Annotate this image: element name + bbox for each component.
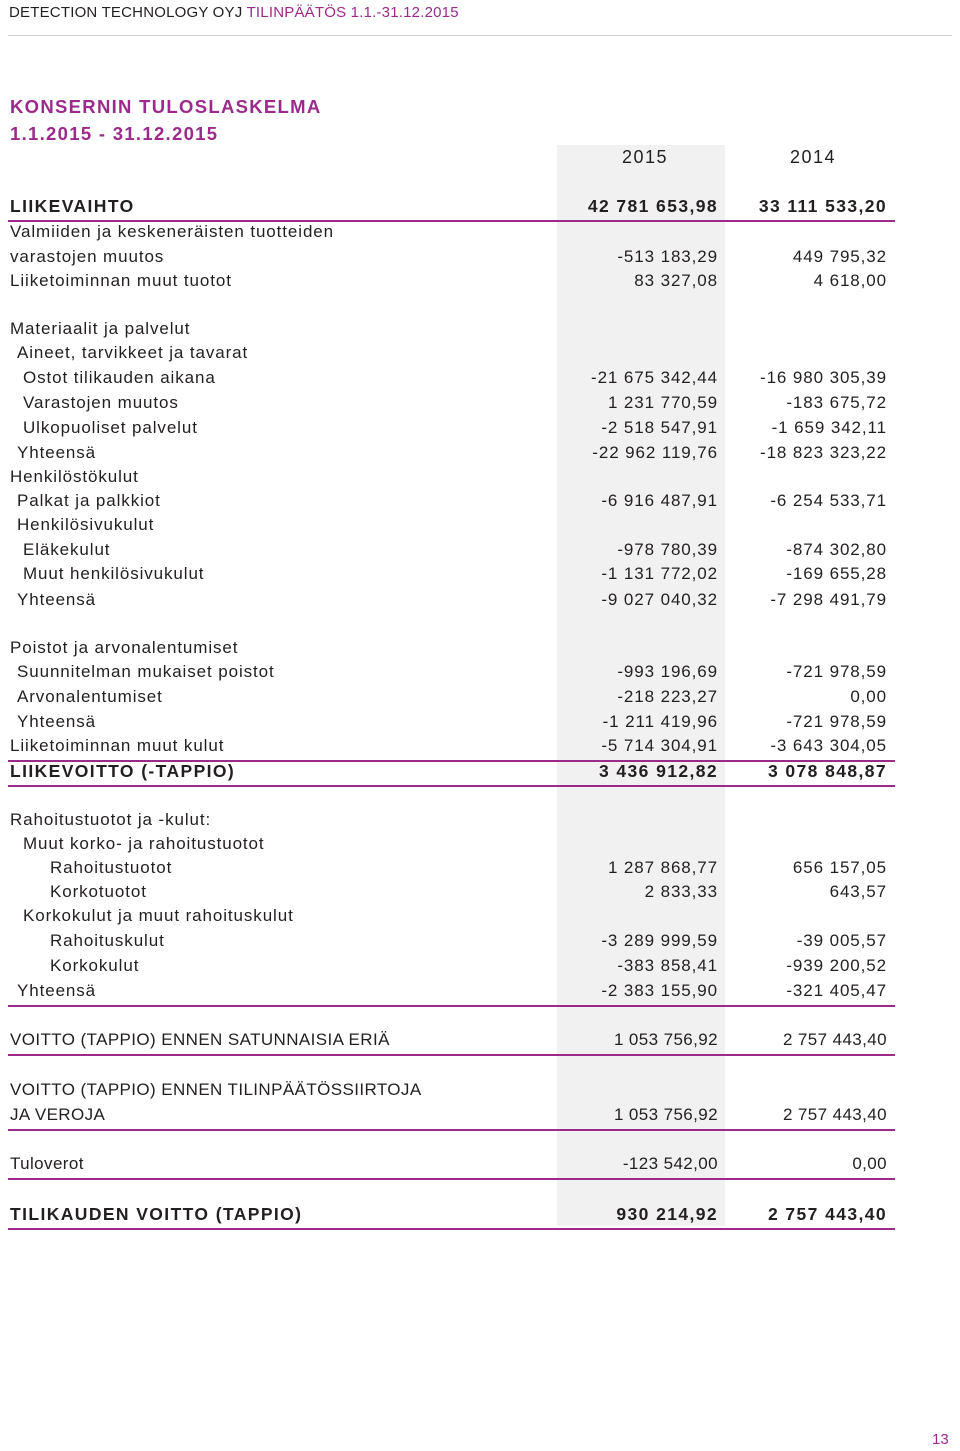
row-elakekulut: [0, 540, 960, 564]
value-2014: -1 659 342,11: [771, 418, 887, 437]
value-2014: -321 405,47: [786, 981, 887, 1000]
value-2014: -874 302,80: [786, 540, 887, 559]
value-2015: -2 518 547,91: [601, 418, 718, 437]
value-2014: -16 980 305,39: [760, 368, 887, 387]
value-2014: -39 005,57: [796, 931, 887, 950]
value-2015: -513 183,29: [617, 247, 718, 266]
row-label: Ulkopuoliset palvelut: [23, 418, 198, 437]
row-materiaalit: [0, 319, 960, 343]
row-ostot: [0, 368, 960, 392]
value-2015: -21 675 342,44: [591, 368, 718, 387]
value-2015: -978 780,39: [617, 540, 718, 559]
row-label: Yhteensä: [17, 443, 97, 462]
row-label: Materiaalit ja palvelut: [10, 319, 191, 338]
row-label: Henkilösivukulut: [17, 515, 155, 534]
value-2014: 2 757 443,40: [768, 1204, 887, 1224]
row-muut-kulut: [0, 736, 960, 760]
value-2015: -22 962 119,76: [592, 443, 718, 462]
row-label: LIIKEVOITTO (-TAPPIO): [10, 761, 236, 781]
value-2014: -6 254 533,71: [770, 491, 887, 510]
value-2014: 33 111 533,20: [758, 196, 887, 216]
value-2015: 1 287 868,77: [607, 858, 718, 877]
row-label: Liiketoiminnan muut kulut: [10, 736, 225, 755]
value-2014: 0,00: [852, 1154, 887, 1173]
value-2014: 0,00: [850, 687, 887, 706]
page-header: [9, 4, 459, 21]
row-korkotuotot: [0, 882, 960, 906]
row-label: Arvonalentumiset: [17, 687, 163, 706]
row-liikevaihto: [0, 196, 960, 220]
row-label: Liiketoiminnan muut tuotot: [10, 271, 232, 290]
row-yhteensa-henkilosto: [0, 590, 960, 614]
row-rahoitustuotot-ja-kulut: [0, 810, 960, 834]
row-liikevoitto: [0, 761, 960, 785]
row-suunnitelman-poistot: [0, 662, 960, 686]
value-2014: 2 757 443,40: [782, 1030, 887, 1049]
value-2014: 643,57: [829, 882, 887, 901]
row-ja-veroja: [0, 1105, 960, 1129]
row-label: Yhteensä: [17, 981, 97, 1000]
row-henkilosivukulut: [0, 515, 960, 539]
statement-period: 1.1.2015 - 31.12.2015: [10, 123, 219, 144]
value-2014: -183 675,72: [786, 393, 887, 412]
value-2015: 42 781 653,98: [587, 196, 718, 216]
row-henkilostokulut: [0, 467, 960, 491]
company-name: DETECTION TECHNOLOGY OYJ: [9, 4, 243, 21]
row-yhteensa-materiaalit: [0, 443, 960, 467]
row-label: Korkotuotot: [50, 882, 147, 901]
value-2015: -9 027 040,32: [601, 590, 718, 609]
value-2014: -18 823 323,22: [760, 443, 887, 462]
value-2014: -7 298 491,79: [770, 590, 887, 609]
row-label: Muut henkilösivukulut: [23, 564, 205, 583]
page-number: 13: [932, 1431, 949, 1448]
row-label: varastojen muutos: [10, 247, 165, 266]
column-header-2014: 2014: [789, 147, 836, 167]
value-2015: -6 916 487,91: [601, 491, 718, 510]
value-2014: -721 978,59: [786, 712, 887, 731]
row-tuloverot: [0, 1154, 960, 1178]
row-label: Korkokulut: [50, 956, 140, 975]
row-label: Yhteensä: [17, 712, 97, 731]
row-label: Eläkekulut: [23, 540, 111, 559]
value-2015: -123 542,00: [622, 1154, 718, 1173]
value-2014: 2 757 443,40: [782, 1105, 887, 1124]
value-2014: 4 618,00: [813, 271, 887, 290]
row-label: Aineet, tarvikkeet ja tavarat: [17, 343, 249, 362]
row-label: Henkilöstökulut: [10, 467, 139, 486]
row-korkokulut: [0, 956, 960, 980]
row-label: Rahoitustuotot ja -kulut:: [10, 810, 212, 829]
value-2015: 1 053 756,92: [613, 1105, 718, 1124]
value-2015: -1 131 772,02: [601, 564, 718, 583]
value-2014: -169 655,28: [786, 564, 887, 583]
row-label: JA VEROJA: [10, 1105, 106, 1124]
row-varastojen-muutos-2: [0, 393, 960, 417]
header-divider: [8, 35, 952, 36]
row-label: Valmiiden ja keskeneräisten tuotteiden: [10, 222, 335, 241]
row-aineet: [0, 343, 960, 367]
row-rahoitustuotot: [0, 858, 960, 882]
row-rahoituskulut: [0, 931, 960, 955]
row-label: Varastojen muutos: [23, 393, 179, 412]
row-label: Poistot ja arvonalentumiset: [10, 638, 239, 657]
row-ulkopuoliset: [0, 418, 960, 442]
row-varastojen-muutos: [0, 247, 960, 271]
value-2015: 930 214,92: [616, 1204, 718, 1224]
row-label: Korkokulut ja muut rahoituskulut: [23, 906, 294, 925]
row-label: Rahoituskulut: [50, 931, 165, 950]
value-2015: -1 211 419,96: [602, 712, 718, 731]
value-2015: 3 436 912,82: [599, 761, 718, 781]
row-poistot: [0, 638, 960, 662]
row-voitto-ennen-satunnaisia: [0, 1030, 960, 1054]
column-header-2015: 2015: [621, 147, 668, 167]
row-label: Muut korko- ja rahoitustuotot: [23, 834, 265, 853]
row-label: Rahoitustuotot: [50, 858, 173, 877]
row-label: Tuloverot: [10, 1154, 84, 1173]
value-2014: 449 795,32: [792, 247, 887, 266]
value-2015: -5 714 304,91: [601, 736, 718, 755]
value-2015: 83 327,08: [634, 271, 718, 290]
row-voitto-ennen-siirtoja: [0, 1080, 960, 1104]
row-palkat: [0, 491, 960, 515]
value-2014: -939 200,52: [786, 956, 887, 975]
value-2015: 1 053 756,92: [613, 1030, 718, 1049]
row-yhteensa-rahoitus: [0, 981, 960, 1005]
row-yhteensa-poistot: [0, 712, 960, 736]
row-label: VOITTO (TAPPIO) ENNEN SATUNNAISIA ERIÄ: [10, 1030, 390, 1049]
row-label: Yhteensä: [17, 590, 97, 609]
value-2015: -993 196,69: [617, 662, 718, 681]
row-label: TILIKAUDEN VOITTO (TAPPIO): [10, 1204, 303, 1224]
value-2015: -3 289 999,59: [601, 931, 718, 950]
statement-title: KONSERNIN TULOSLASKELMA: [10, 96, 322, 117]
value-2014: 3 078 848,87: [768, 761, 887, 781]
value-2015: 1 231 770,59: [607, 393, 718, 412]
row-label: LIIKEVAIHTO: [10, 196, 135, 216]
value-2014: -3 643 304,05: [770, 736, 887, 755]
row-muut-tuotot: [0, 271, 960, 295]
value-2015: 2 833,33: [644, 882, 718, 901]
row-label: Suunnitelman mukaiset poistot: [17, 662, 275, 681]
row-label: Palkat ja palkkiot: [17, 491, 161, 510]
row-muut-korko: [0, 834, 960, 858]
row-label: Ostot tilikauden aikana: [23, 368, 216, 387]
report-name: TILINPÄÄTÖS 1.1.-31.12.2015: [246, 4, 459, 21]
value-2015: -2 383 155,90: [601, 981, 718, 1000]
value-2014: -721 978,59: [786, 662, 887, 681]
row-korkokulut-ja-muut: [0, 906, 960, 930]
value-2015: -383 858,41: [617, 956, 718, 975]
row-muut-henkilosivukulut: [0, 564, 960, 588]
row-arvonalentumiset: [0, 687, 960, 711]
value-2015: -218 223,27: [617, 687, 718, 706]
row-tilikauden-voitto: [0, 1204, 960, 1228]
value-2014: 656 157,05: [792, 858, 887, 877]
row-valmiiden: [0, 222, 960, 246]
row-label: VOITTO (TAPPIO) ENNEN TILINPÄÄTÖSSIIRTOJA: [10, 1080, 422, 1099]
